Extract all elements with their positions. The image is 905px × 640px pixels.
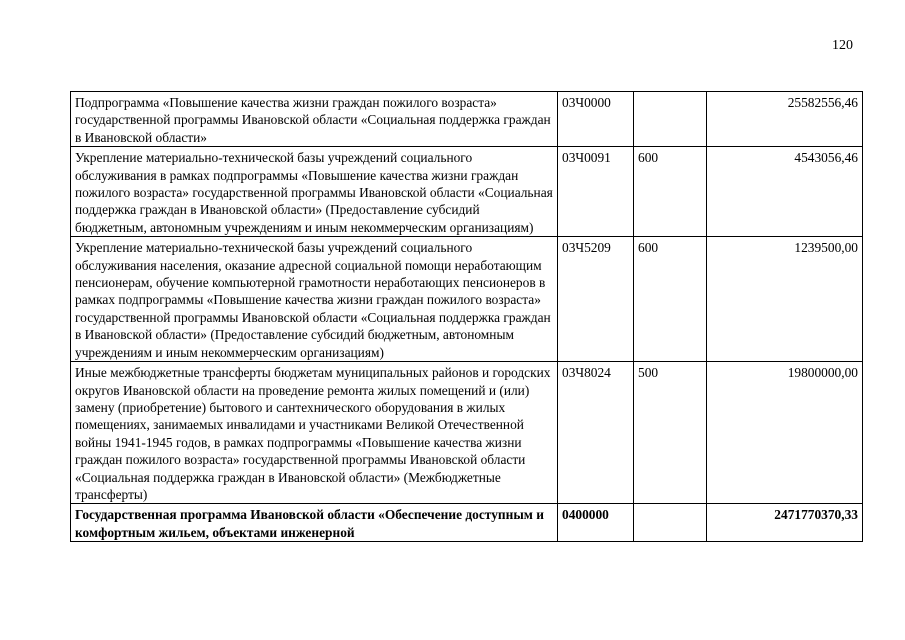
amount-value: 2471770370,33 (707, 504, 863, 542)
table-row (71, 362, 863, 504)
target-article-code: 03Ч5209 (558, 237, 634, 362)
amount-value: 25582556,46 (707, 92, 863, 147)
target-article-code: 03Ч8024 (558, 362, 634, 504)
table-row (71, 147, 863, 237)
expense-type-code (634, 92, 707, 147)
target-article-code: 03Ч0000 (558, 92, 634, 147)
target-article-code: 03Ч0091 (558, 147, 634, 237)
table-row (71, 237, 863, 362)
expense-type-code (634, 504, 707, 542)
table-row (71, 504, 863, 542)
amount-value: 19800000,00 (707, 362, 863, 504)
amount-value: 1239500,00 (707, 237, 863, 362)
amount-value: 4543056,46 (707, 147, 863, 237)
row-description: Подпрограмма «Повышение качества жизни граждан пожилого возраста» государственной программы Ивановской области «Социальная поддержка граждан в Ивановской области» (71, 92, 558, 147)
table-row (71, 92, 863, 147)
row-description: Укрепление материально-технической базы учреждений социального обслуживания в рамках подпрограммы «Повышение качества жизни граждан пожилого возраста» государственной программы Ивановской области «Социальная поддержка граждан в Ивановской области» (Предоставление субсидий бюджетным, автономным учреждениям и иным некоммерческим организациям) (71, 147, 558, 237)
row-description: Государственная программа Ивановской области «Обеспечение доступным и комфортным жильем, объектами инженерной (71, 504, 558, 542)
expense-type-code: 500 (634, 362, 707, 504)
row-description: Иные межбюджетные трансферты бюджетам муниципальных районов и городских округов Ивановской области на проведение ремонта жилых помещений и (или) замену (приобретение) бытового и сантехнического оборудования в жилых помещениях, занимаемых инвалидами и участниками Великой Отечественной войны 1941-1945 годов, в рамках подпрограммы «Повышение качества жизни граждан пожилого возраста» государственной программы Ивановской области «Социальная поддержка граждан в Ивановской области» (Межбюджетные трансферты) (71, 362, 558, 504)
target-article-code: 0400000 (558, 504, 634, 542)
row-description: Укрепление материально-технической базы учреждений социального обслуживания населения, оказание адресной социальной помощи неработающим пенсионерам, обучение компьютерной грамотности неработающих пенсионеров в рамках подпрограммы «Повышение качества жизни граждан пожилого возраста» государственной программы Ивановской области «Социальная поддержка граждан в Ивановской области» (Предоставление субсидий бюджетным, автономным учреждениям и иным некоммерческим организациям) (71, 237, 558, 362)
expense-type-code: 600 (634, 147, 707, 237)
budget-table (70, 91, 863, 542)
expense-type-code: 600 (634, 237, 707, 362)
page-number: 120 (832, 38, 853, 53)
